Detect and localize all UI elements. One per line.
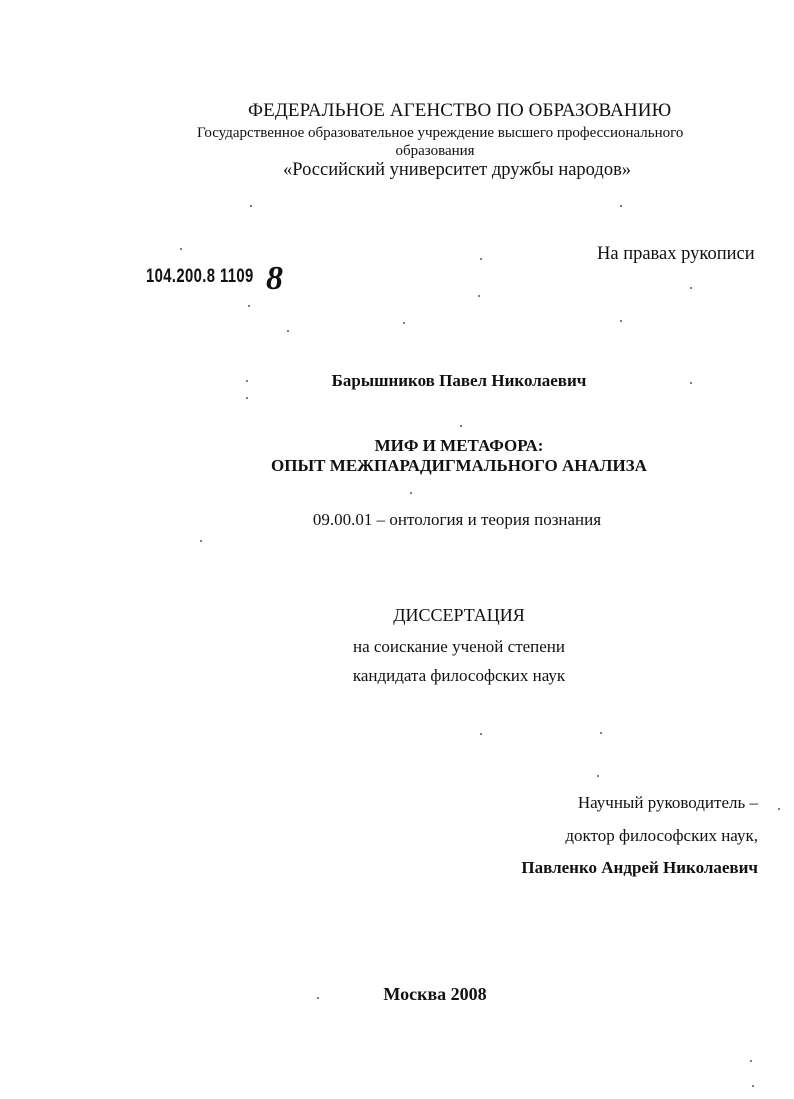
scan-speck [480, 258, 482, 260]
degree-line-2: кандидата философских наук [352, 666, 566, 685]
institution-line-2: образования [395, 143, 475, 159]
scan-speck [246, 397, 248, 399]
handwritten-digit: 8 [266, 260, 283, 297]
agency-name: ФЕДЕРАЛЬНОЕ АГЕНСТВО ПО ОБРАЗОВАНИЮ [248, 100, 672, 121]
scan-speck [180, 248, 182, 250]
dissertation-title-line-2: ОПЫТ МЕЖПАРАДИГМАЛЬНОГО АНАЛИЗА [271, 456, 647, 475]
supervisor-degree: доктор философских наук, [565, 826, 758, 845]
supervisor-role: Научный руководитель – [577, 793, 758, 812]
dissertation-title-line-1: МИФ И МЕТАФОРА: [374, 436, 544, 455]
document-type-label: ДИССЕРТАЦИЯ [393, 605, 525, 625]
scan-speck [600, 732, 602, 734]
scan-speck [248, 305, 250, 307]
scan-speck [460, 425, 462, 427]
specialty-code: 09.00.01 – онтология и теория познания [312, 510, 602, 529]
scan-speck [750, 1060, 752, 1062]
scan-speck [287, 330, 289, 332]
library-stamp-number: 104.200.8 1109 [146, 266, 254, 287]
scan-speck [250, 205, 252, 207]
university-name: «Российский университет дружбы народов» [283, 160, 632, 180]
scan-speck [200, 540, 202, 542]
scan-speck [690, 287, 692, 289]
author-name: Барышников Павел Николаевич [331, 371, 587, 390]
city-year: Москва 2008 [383, 984, 487, 1004]
rights-note: На правах рукописи [597, 244, 755, 264]
institution-line-1: Государственное образовательное учреждение высшего профессионального [197, 125, 684, 141]
scan-speck [410, 492, 412, 494]
scan-speck [317, 997, 319, 999]
scan-speck [403, 322, 405, 324]
scan-speck [246, 380, 248, 382]
scan-speck [752, 1085, 754, 1087]
scan-speck [690, 382, 692, 384]
scan-speck [478, 295, 480, 297]
supervisor-name: Павленко Андрей Николаевич [521, 858, 758, 877]
scan-speck [620, 320, 622, 322]
degree-line-1: на соискание ученой степени [352, 637, 566, 656]
scan-speck [597, 775, 599, 777]
scan-speck [480, 733, 482, 735]
scan-speck [620, 205, 622, 207]
scan-speck [778, 808, 780, 810]
